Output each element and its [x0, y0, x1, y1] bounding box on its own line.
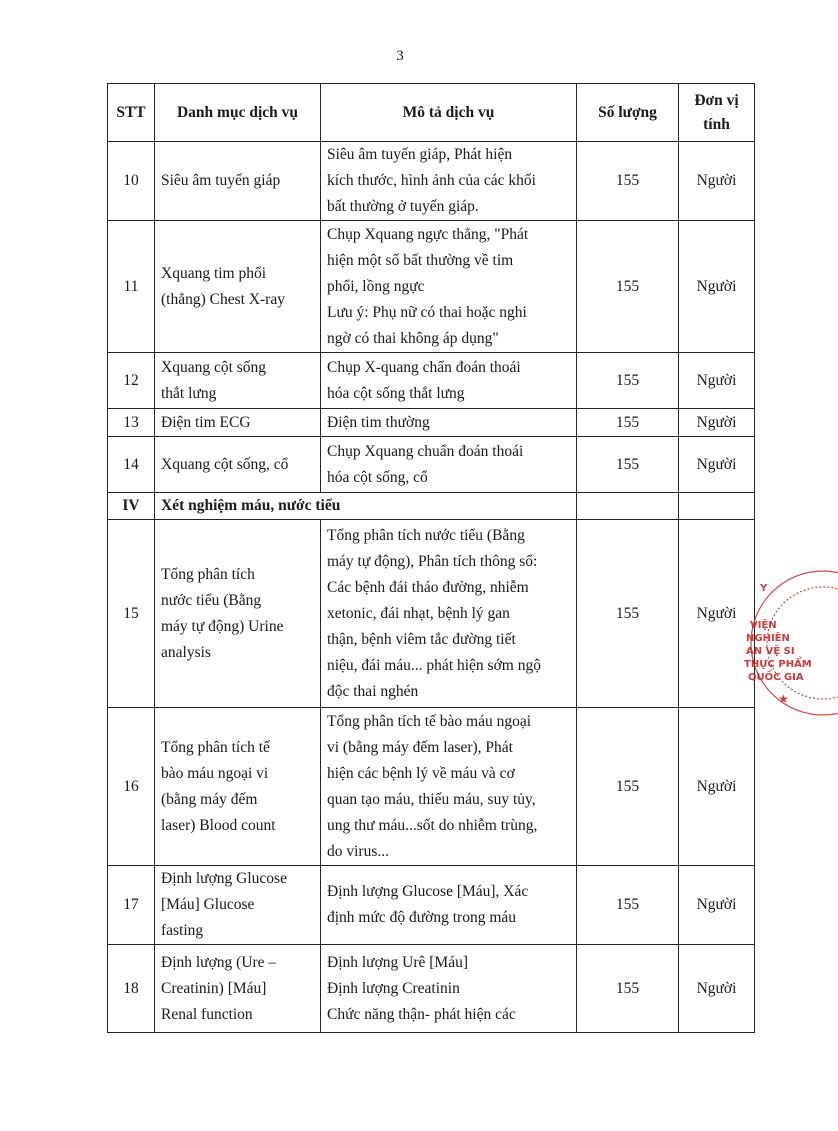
category-line: fasting — [161, 922, 204, 939]
description-line: vi (bằng máy đếm laser), Phát — [327, 738, 513, 756]
row-quantity: 155 — [577, 866, 679, 945]
description-line: hiện các bệnh lý về máu và cơ — [327, 764, 515, 782]
row-category — [155, 142, 321, 221]
row-category — [155, 221, 321, 353]
category-line: [Máu] Glucose — [161, 896, 255, 913]
service-table — [107, 83, 755, 1033]
section-title: Xét nghiệm máu, nước tiểu — [155, 493, 577, 520]
header-unit-line2: tính — [703, 115, 730, 133]
category-line: bào máu ngoại vi — [161, 764, 269, 782]
description-line: Chụp Xquang chuẩn đoán thoái — [327, 442, 524, 460]
description-line: Điện tim thường — [327, 413, 430, 431]
row-quantity: 155 — [577, 409, 679, 437]
description-line: Tổng phân tích tế bào máu ngoại — [327, 712, 532, 730]
category-line: Siêu âm tuyến giáp — [161, 172, 281, 189]
table-header-row — [108, 84, 755, 142]
table-row — [108, 409, 755, 437]
row-quantity: 155 — [577, 437, 679, 493]
category-line: Xquang tim phổi — [161, 264, 267, 282]
row-stt: 11 — [108, 221, 155, 353]
row-stt: 15 — [108, 520, 155, 708]
description-line: quan tạo máu, thiếu máu, suy tủy, — [327, 790, 536, 808]
description-line: niệu, đái máu... phát hiện sớm ngộ — [327, 656, 541, 674]
row-stt: 18 — [108, 945, 155, 1033]
category-line: laser) Blood count — [161, 816, 276, 834]
row-stt: 10 — [108, 142, 155, 221]
table-row — [108, 142, 755, 221]
description-line: hóa cột sống, cổ — [327, 468, 428, 486]
row-quantity: 155 — [577, 353, 679, 409]
row-quantity: 155 — [577, 520, 679, 708]
row-quantity: 155 — [577, 142, 679, 221]
row-category — [155, 437, 321, 493]
description-line: Chụp Xquang ngực thẳng, "Phát — [327, 225, 529, 243]
seal-star: ★ — [778, 692, 789, 706]
row-category — [155, 866, 321, 945]
category-line: thắt lưng — [161, 384, 217, 402]
row-unit: Người — [679, 353, 755, 409]
description-line: Định lượng Creatinin — [327, 979, 460, 997]
row-stt: 14 — [108, 437, 155, 493]
table-row — [108, 437, 755, 493]
category-line: Điện tim ECG — [161, 413, 251, 431]
seal-text: NGHIÊN — [746, 633, 790, 644]
description-line: do virus... — [327, 842, 389, 860]
row-description — [321, 945, 577, 1033]
category-line: Creatinin) [Máu] — [161, 979, 267, 997]
description-line: hóa cột sống thắt lưng — [327, 384, 465, 402]
seal-text: THỰC PHẨM — [744, 659, 812, 670]
row-category — [155, 708, 321, 866]
category-line: analysis — [161, 643, 211, 661]
seal-text: VIỆN — [750, 620, 777, 631]
row-unit: Người — [679, 945, 755, 1033]
row-category — [155, 945, 321, 1033]
category-line: Tổng phân tích tế — [161, 738, 270, 756]
description-line: Định lượng Urê [Máu] — [327, 953, 468, 971]
category-line: máy tự động) Urine — [161, 617, 284, 635]
description-line: Định lượng Glucose [Máu], Xác — [327, 883, 529, 900]
row-description — [321, 866, 577, 945]
description-line: bất thường ở tuyến giáp. — [327, 198, 479, 215]
table-row — [108, 353, 755, 409]
category-line: (thẳng) Chest X-ray — [161, 290, 285, 308]
category-line: nước tiểu (Bằng — [161, 591, 262, 609]
table-row — [108, 945, 755, 1033]
row-unit: Người — [679, 866, 755, 945]
description-line: phổi, lồng ngực — [327, 277, 425, 295]
description-line: Lưu ý: Phụ nữ có thai hoặc nghi — [327, 303, 527, 321]
row-category — [155, 353, 321, 409]
table-row — [108, 520, 755, 708]
header-unit-line1: Đơn vị — [694, 91, 739, 109]
row-description — [321, 353, 577, 409]
description-line: hiện một số bất thường về tim — [327, 251, 514, 269]
seal-text: QUỐC GIA — [748, 672, 804, 683]
description-line: ngờ có thai không áp dụng" — [327, 329, 499, 347]
row-description — [321, 520, 577, 708]
section-number: IV — [108, 493, 155, 520]
category-line: Định lượng (Ure – — [161, 953, 277, 971]
header-category: Danh mục dịch vụ — [155, 84, 321, 142]
category-line: Tổng phân tích — [161, 565, 255, 583]
description-line: xetonic, đái nhạt, bệnh lý gan — [327, 604, 510, 622]
description-line: độc thai nghén — [327, 682, 419, 700]
description-line: định mức độ đường trong máu — [327, 909, 517, 926]
header-quantity: Số lượng — [577, 84, 679, 142]
description-line: kích thước, hình ảnh của các khối — [327, 172, 536, 189]
description-line: Chức năng thận- phát hiện các — [327, 1005, 516, 1023]
section-empty-cell — [679, 493, 755, 520]
row-description — [321, 142, 577, 221]
row-quantity: 155 — [577, 708, 679, 866]
row-description — [321, 221, 577, 353]
row-stt: 16 — [108, 708, 155, 866]
row-stt: 12 — [108, 353, 155, 409]
table-row — [108, 866, 755, 945]
seal-text: AN VỆ SI — [746, 646, 795, 657]
row-unit: Người — [679, 142, 755, 221]
header-description: Mô tả dịch vụ — [321, 84, 577, 142]
description-line: máy tự động), Phân tích thông số: — [327, 552, 538, 570]
description-line: Các bệnh đái tháo đường, nhiễm — [327, 578, 529, 596]
table-row — [108, 221, 755, 353]
row-description — [321, 409, 577, 437]
row-category — [155, 409, 321, 437]
row-unit: Người — [679, 409, 755, 437]
category-line: Xquang cột sống — [161, 358, 267, 376]
description-line: Chụp X-quang chẩn đoán thoái — [327, 358, 521, 376]
description-line: ung thư máu...sốt do nhiễm trùng, — [327, 816, 538, 834]
description-line: thận, bệnh viêm tắc đường tiết — [327, 630, 516, 648]
row-unit: Người — [679, 437, 755, 493]
row-unit: Người — [679, 221, 755, 353]
category-line: Định lượng Glucose — [161, 870, 287, 887]
section-empty-cell — [577, 493, 679, 520]
description-line: Siêu âm tuyến giáp, Phát hiện — [327, 146, 513, 163]
category-line: (bằng máy đếm — [161, 790, 258, 808]
row-quantity: 155 — [577, 945, 679, 1033]
section-row — [108, 493, 755, 520]
row-category — [155, 520, 321, 708]
category-line: Renal function — [161, 1005, 253, 1023]
row-quantity: 155 — [577, 221, 679, 353]
page-number: 3 — [396, 48, 404, 64]
row-description — [321, 437, 577, 493]
row-description — [321, 708, 577, 866]
table-row — [108, 708, 755, 866]
header-unit — [679, 84, 755, 142]
row-stt: 13 — [108, 409, 155, 437]
category-line: Xquang cột sống, cổ — [161, 455, 289, 473]
seal-text: Y — [760, 583, 768, 594]
row-unit: Người — [679, 708, 755, 866]
official-seal — [738, 573, 838, 723]
row-stt: 17 — [108, 866, 155, 945]
description-line: Tổng phân tích nước tiểu (Bằng — [327, 526, 525, 544]
row-unit: Người — [679, 520, 755, 708]
header-stt: STT — [108, 84, 155, 142]
